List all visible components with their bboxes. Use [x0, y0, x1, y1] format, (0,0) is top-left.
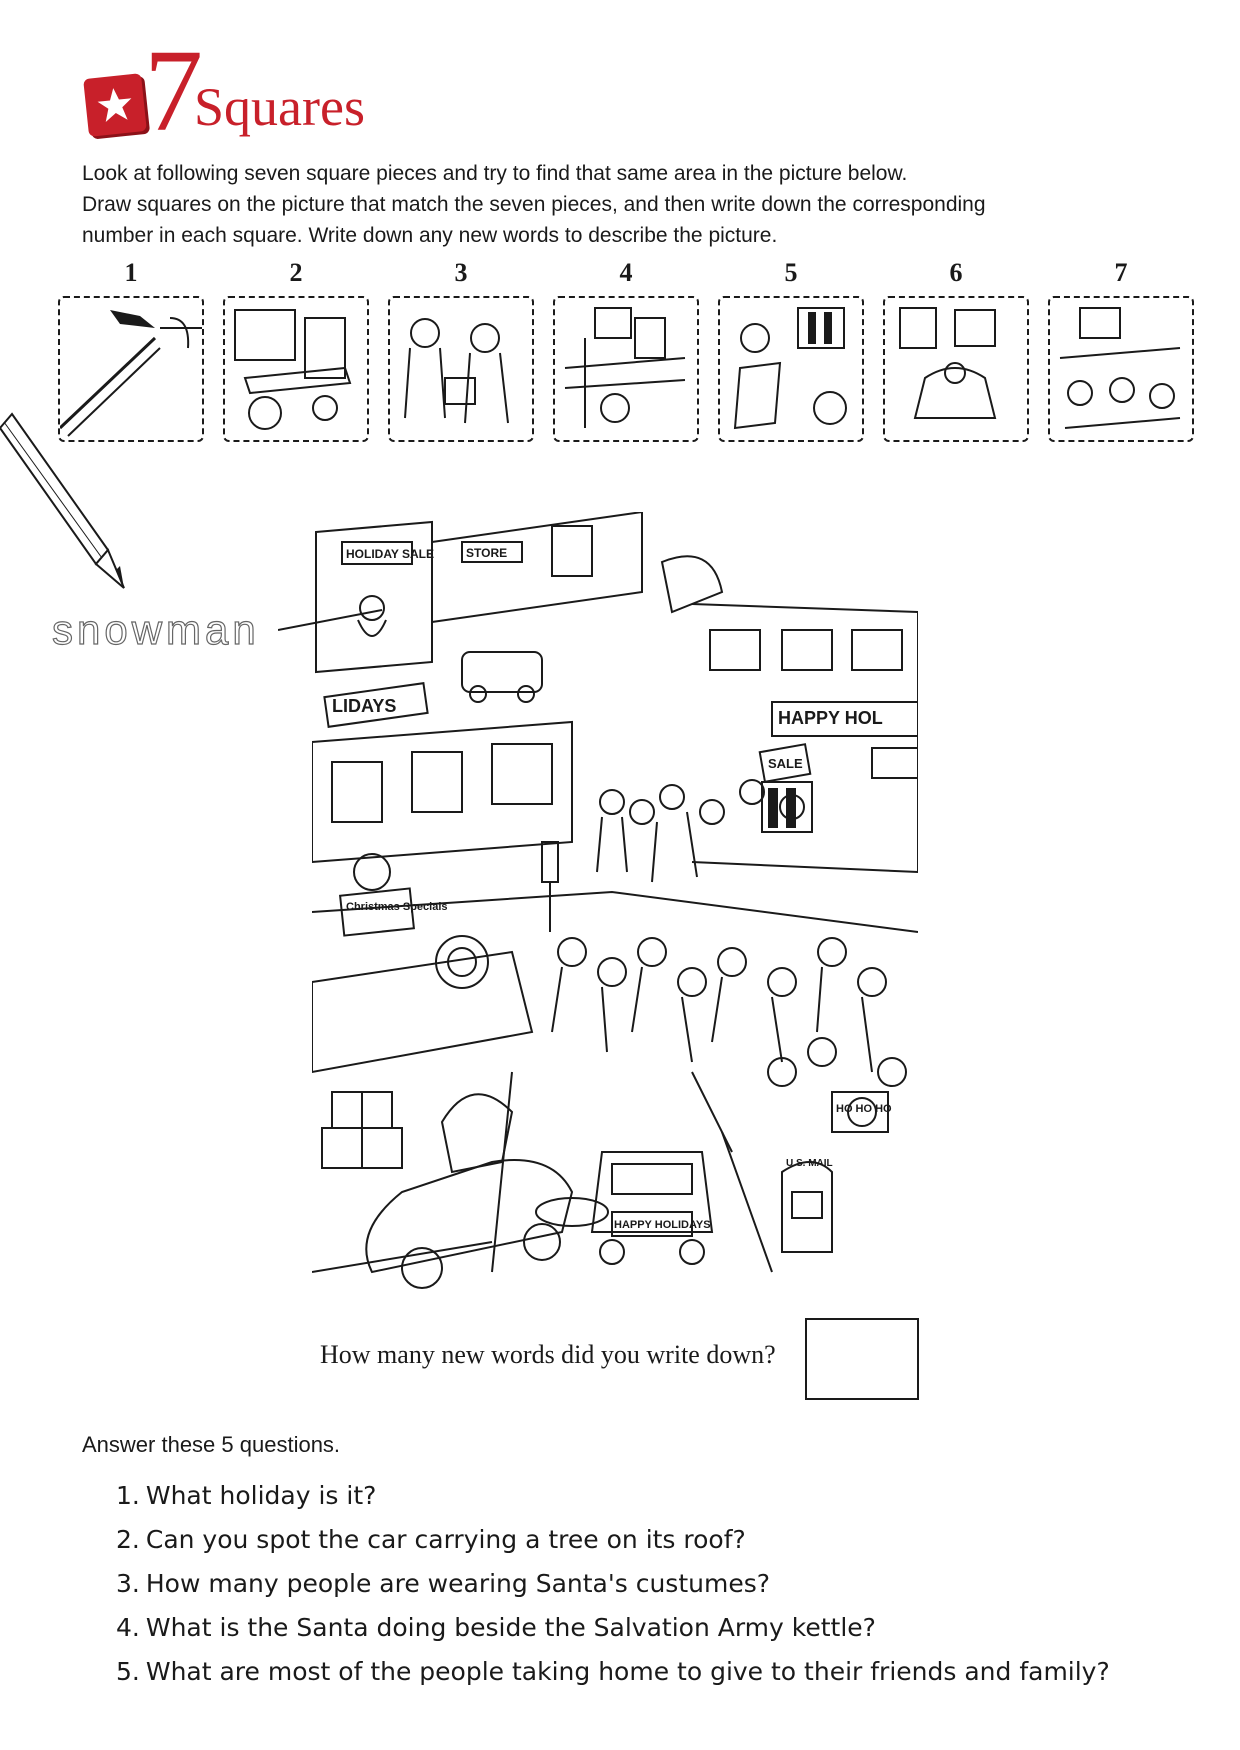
- piece-image: [1048, 296, 1194, 442]
- piece-image: [553, 296, 699, 442]
- logo-number: 7: [144, 25, 203, 156]
- question-list: [116, 1474, 1110, 1694]
- piece-image: [223, 296, 369, 442]
- sign-holidays-banner: LIDAYS: [332, 696, 397, 716]
- question-item: [116, 1474, 1110, 1518]
- example-word: snowman: [52, 606, 260, 653]
- question-number: 5.: [116, 1657, 140, 1686]
- word-count-question: How many new words did you write down?: [320, 1340, 776, 1369]
- piece-5[interactable]: [718, 258, 864, 292]
- word-count-answer-box[interactable]: [805, 1318, 919, 1400]
- question-item: [116, 1562, 1110, 1606]
- sign-store: STORE: [466, 546, 508, 560]
- logo-word: Squares: [194, 77, 365, 137]
- sign-happy-hol: HAPPY HOL: [778, 708, 883, 728]
- question-text: What is the Santa doing beside the Salvation Army kettle?: [145, 1613, 876, 1642]
- question-text: How many people are wearing Santa's custumes?: [145, 1569, 770, 1598]
- sign-ho-ho-ho: HO HO HO: [836, 1103, 892, 1115]
- logo-badge: [83, 73, 147, 137]
- sign-sale: SALE: [768, 756, 803, 771]
- piece-number: 6: [949, 258, 963, 287]
- instruction-line: Look at following seven square pieces and try to find that same area in the picture below.: [82, 162, 908, 185]
- logo: [82, 25, 402, 156]
- sign-mail: U.S. MAIL: [786, 1158, 833, 1169]
- holiday-street-scene: [312, 512, 918, 1294]
- piece-3[interactable]: [388, 258, 534, 292]
- instruction-line: Draw squares on the picture that match the seven pieces, and then write down the corresponding: [82, 193, 986, 216]
- piece-7[interactable]: [1048, 258, 1194, 292]
- sign-christmas-specials: Christmas Specials: [346, 901, 448, 913]
- instruction-line: number in each square. Write down any new words to describe the picture.: [82, 224, 778, 247]
- piece-number: 3: [454, 258, 468, 287]
- piece-2[interactable]: [223, 258, 369, 292]
- piece-1[interactable]: [58, 258, 204, 292]
- piece-number: 5: [784, 258, 798, 287]
- piece-4[interactable]: [553, 258, 699, 292]
- question-number: 1.: [116, 1481, 140, 1510]
- question-text: What holiday is it?: [145, 1481, 377, 1510]
- pencil-icon: [0, 410, 140, 600]
- sign-car-plate: HAPPY HOLIDAYS: [614, 1219, 711, 1231]
- square-pieces: [58, 258, 1188, 448]
- star-icon: [93, 83, 137, 127]
- question-text: Can you spot the car carrying a tree on its roof?: [145, 1525, 746, 1554]
- question-item: [116, 1606, 1110, 1650]
- instructions: [82, 158, 1182, 251]
- question-number: 3.: [116, 1569, 140, 1598]
- sign-holiday-sale: HOLIDAY SALE: [346, 547, 435, 561]
- piece-number: 2: [289, 258, 303, 287]
- question-text: What are most of the people taking home to give to their friends and family?: [145, 1657, 1110, 1686]
- piece-image: [718, 296, 864, 442]
- piece-number: 7: [1114, 258, 1128, 287]
- question-number: 4.: [116, 1613, 140, 1642]
- question-item: [116, 1518, 1110, 1562]
- piece-image: [883, 296, 1029, 442]
- piece-number: 1: [124, 258, 138, 287]
- piece-image: [388, 296, 534, 442]
- question-item: [116, 1650, 1110, 1694]
- answer-intro: Answer these 5 questions.: [82, 1432, 341, 1457]
- question-number: 2.: [116, 1525, 140, 1554]
- piece-6[interactable]: [883, 258, 1029, 292]
- piece-number: 4: [619, 258, 633, 287]
